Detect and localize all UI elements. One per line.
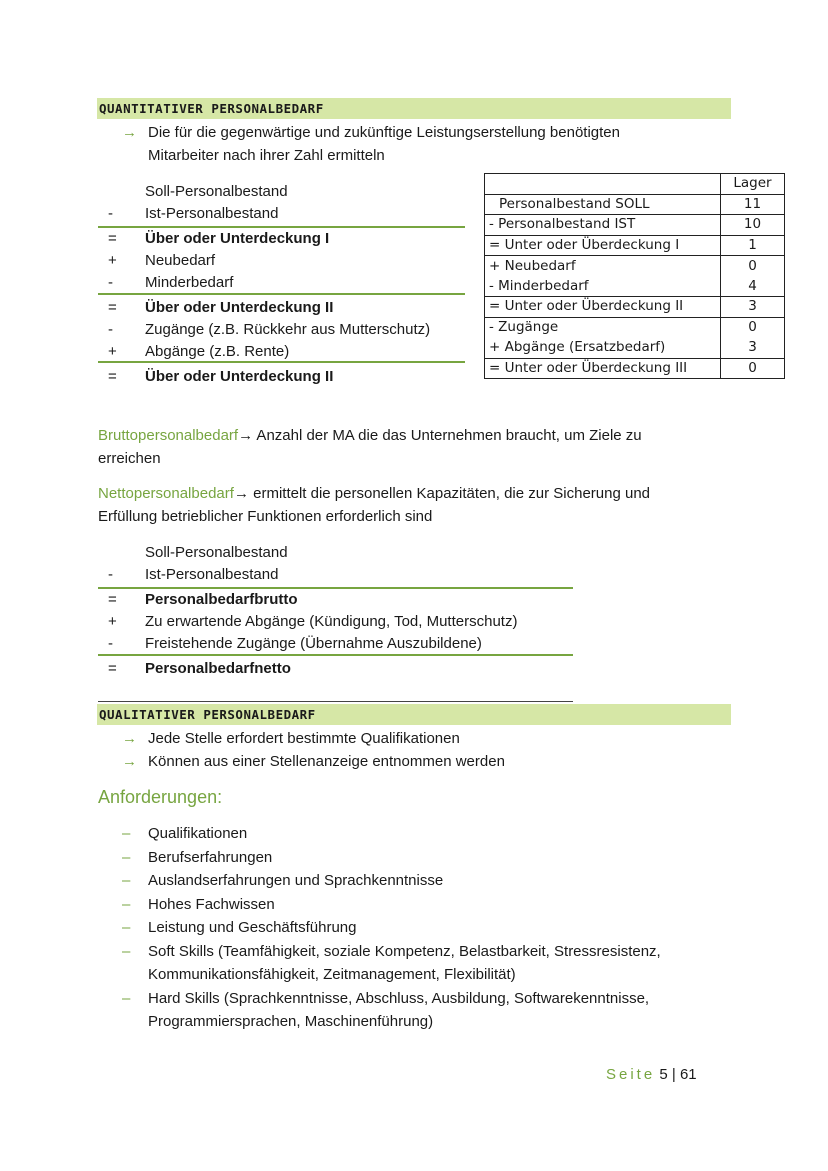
calc-label: Freistehende Zugänge (Übernahme Auszubildene) <box>145 635 482 652</box>
calc-op: - <box>108 566 113 583</box>
calc-label: Soll-Personalbestand <box>145 183 288 200</box>
calc-label: Über oder Unterdeckung I <box>145 230 330 247</box>
calc-label: Zugänge (z.B. Rückkehr aus Mutterschutz) <box>145 321 431 338</box>
brutto-definition <box>98 424 738 470</box>
footer-separator: | <box>671 1066 676 1083</box>
table-cell-value: 10 <box>721 215 785 236</box>
table-cell-value: 4 <box>721 276 785 297</box>
dash-bullet-icon: – <box>122 848 131 866</box>
calc-op: - <box>108 321 113 338</box>
quant-desc-line1 <box>122 121 620 144</box>
table-row <box>485 317 785 338</box>
calc-label: Personalbedarfbrutto <box>145 591 298 608</box>
calc-label: Personalbedarfnetto <box>145 660 291 677</box>
arrow-right-icon: → <box>122 124 137 141</box>
calc-op: = <box>108 299 117 316</box>
lager-table <box>484 173 785 379</box>
dash-bullet-icon: – <box>122 942 131 960</box>
dash-bullet-icon: – <box>122 872 131 889</box>
divider-line <box>98 701 573 702</box>
calc-label: Über oder Unterdeckung II <box>145 368 334 385</box>
table-row <box>485 256 785 277</box>
table-cell-value: 1 <box>721 235 785 256</box>
calc-label: Ist-Personalbestand <box>145 566 279 583</box>
list-item <box>122 822 722 846</box>
qual-bullet <box>122 727 460 750</box>
table-header-empty <box>485 174 721 195</box>
list-item-text-cont: Programmiersprachen, Maschinenführung) <box>148 1013 434 1030</box>
table-row <box>485 235 785 256</box>
table-row <box>485 297 785 318</box>
table-row <box>485 194 785 215</box>
list-item-text: Leistung und Geschäftsführung <box>148 919 357 936</box>
dash-bullet-icon: – <box>122 895 131 913</box>
calc-label: Zu erwartende Abgänge (Kündigung, Tod, Mutterschutz) <box>145 613 518 630</box>
footer-seite-label: Seite <box>606 1066 656 1083</box>
divider-line <box>98 293 465 295</box>
section-header-quantitativ: QUANTITATIVER PERSONALBEDARF <box>97 98 731 119</box>
footer-page-total: 61 <box>679 1066 697 1083</box>
table-cell-label: + Neubedarf <box>485 256 721 277</box>
table-cell-label: = Unter oder Überdeckung I <box>485 235 721 256</box>
list-item <box>122 846 722 870</box>
table-cell-label: - Zugänge <box>485 317 721 338</box>
calc-op: - <box>108 635 113 652</box>
table-header-lager: Lager <box>721 174 785 195</box>
list-item-text: Hard Skills (Sprachkenntnisse, Abschluss, Ausbildung, Softwarekenntnisse, <box>148 989 650 1007</box>
arrow-right-icon: → <box>122 753 137 770</box>
qual-bullet <box>122 750 505 773</box>
list-item <box>122 987 722 1034</box>
divider-line <box>98 654 573 656</box>
divider-line <box>98 226 465 228</box>
divider-line <box>98 587 573 589</box>
table-cell-label: = Unter oder Überdeckung II <box>485 297 721 318</box>
list-item-text: Soft Skills (Teamfähigkeit, soziale Kompetenz, Belastbarkeit, Stressresistenz, <box>148 942 661 960</box>
calc-label: Minderbedarf <box>145 274 234 291</box>
netto-text-cont: Erfüllung betrieblicher Funktionen erforderlich sind <box>98 508 433 525</box>
section-header-qualitativ: QUALITATIVER PERSONALBEDARF <box>97 704 731 725</box>
calc-op: - <box>108 274 113 291</box>
anforderungen-list <box>122 822 722 1034</box>
list-item <box>122 916 722 940</box>
anforderungen-heading: Anforderungen: <box>98 787 223 807</box>
quant-desc-line2: Mitarbeiter nach ihrer Zahl ermitteln <box>148 147 385 164</box>
table-cell-value: 11 <box>721 194 785 215</box>
table-cell-label: = Unter oder Überdeckung III <box>485 358 721 379</box>
list-item <box>122 940 722 987</box>
table-cell-label: Personalbestand SOLL <box>485 194 721 215</box>
calc-label: Neubedarf <box>145 252 216 269</box>
qual-bullet-text: Jede Stelle erfordert bestimmte Qualifikationen <box>148 730 460 747</box>
calc-op: + <box>108 343 117 360</box>
calc-op: - <box>108 205 113 222</box>
brutto-term: Bruttopersonalbedarf <box>98 427 239 444</box>
calc-op: + <box>108 613 117 630</box>
table-cell-value: 0 <box>721 358 785 379</box>
table-cell-label: + Abgänge (Ersatzbedarf) <box>485 338 721 359</box>
quant-desc-text: Die für die gegenwärtige und zukünftige Leistungserstellung benötigten <box>148 124 620 141</box>
table-row <box>485 276 785 297</box>
list-item-text: Hohes Fachwissen <box>148 895 275 913</box>
table-header-row <box>485 174 785 195</box>
calc-op: = <box>108 230 117 247</box>
list-item <box>122 869 722 893</box>
list-item-text-cont: Kommunikationsfähigkeit, Zeitmanagement, Flexibilität) <box>148 966 516 983</box>
table-cell-value: 0 <box>721 256 785 277</box>
calc-op: = <box>108 591 117 608</box>
dash-bullet-icon: – <box>122 989 131 1007</box>
calc-op: = <box>108 368 117 385</box>
calc-op: + <box>108 252 117 269</box>
list-item-text: Berufserfahrungen <box>148 848 273 866</box>
calc-label: Ist-Personalbestand <box>145 205 279 222</box>
arrow-right-icon: → <box>122 730 137 747</box>
dash-bullet-icon: – <box>122 919 131 936</box>
calc-label: Über oder Unterdeckung II <box>145 299 334 316</box>
dash-bullet-icon: – <box>122 825 131 842</box>
brutto-text: Anzahl der MA die das Unternehmen braucht, um Ziele zu <box>253 427 642 444</box>
arrow-right-icon: → <box>233 485 249 502</box>
divider-line <box>98 361 465 363</box>
netto-term: Nettopersonalbedarf <box>98 485 234 502</box>
calc-label: Abgänge (z.B. Rente) <box>145 343 290 360</box>
table-cell-value: 0 <box>721 317 785 338</box>
calc-label: Soll-Personalbestand <box>145 544 288 561</box>
footer-page-number: 5 <box>659 1066 668 1083</box>
list-item-text: Auslandserfahrungen und Sprachkenntnisse <box>148 872 444 889</box>
table-row <box>485 358 785 379</box>
table-cell-label: - Personalbestand IST <box>485 215 721 236</box>
qual-bullet-text: Können aus einer Stellenanzeige entnommen werden <box>148 753 505 770</box>
arrow-right-icon: → <box>238 427 254 444</box>
netto-text: ermittelt die personellen Kapazitäten, die zur Sicherung und <box>248 485 651 502</box>
netto-definition <box>98 482 738 528</box>
table-row <box>485 338 785 359</box>
table-row <box>485 215 785 236</box>
table-cell-label: - Minderbedarf <box>485 276 721 297</box>
page-footer <box>606 1066 697 1083</box>
calc-op: = <box>108 660 117 677</box>
brutto-text-cont: erreichen <box>98 450 161 467</box>
table-cell-value: 3 <box>721 297 785 318</box>
table-cell-value: 3 <box>721 338 785 359</box>
list-item-text: Qualifikationen <box>148 825 248 842</box>
list-item <box>122 893 722 917</box>
